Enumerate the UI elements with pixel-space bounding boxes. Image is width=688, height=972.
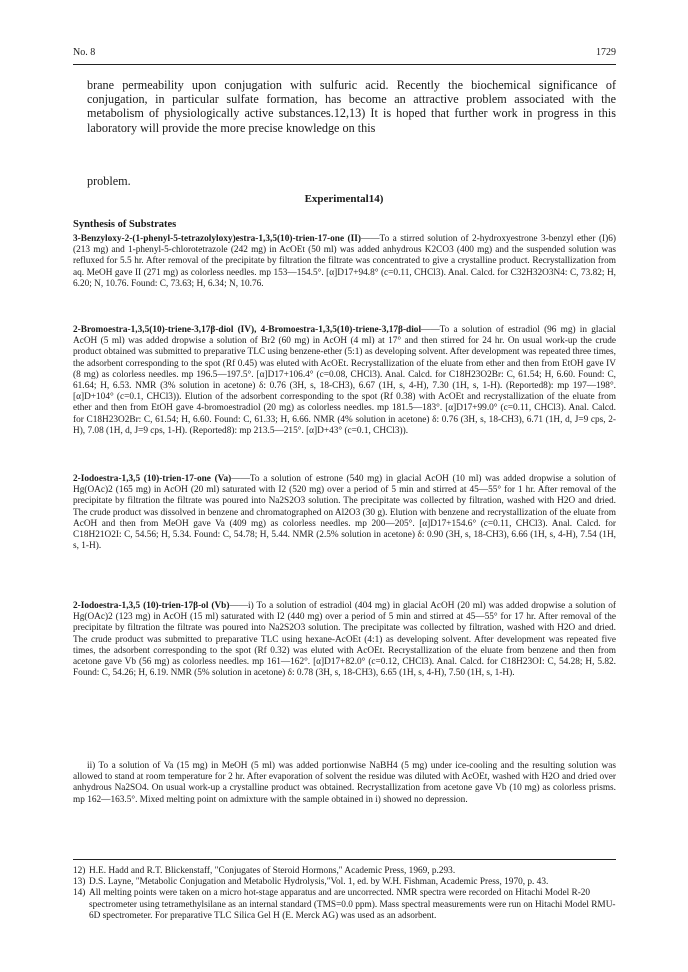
- paragraph-text-va: ——To a solution of estrone (540 mg) in glacial AcOH (10 ml) was added dropwise a solution of Hg(OAc)2 (165 mg) in AcOH (20 ml) saturated with I2 (520 mg) over a period of 5 min and stirred at 45—55° for 1 hr. After removal of the precipitate by filtration the filtrate was poured into Na2S2O3 solution. The precipitate was collected by filtration, washed with H2O and dried. The crude product was dissolved in benzene and chromatographed on Al2O3 (30 g). Elution with benzene and recrystallization of the eluate from AcOH and then from MeOH gave Va (409 mg) as colorless needles. mp 200—205°. [α]D17+154.6° (c=0.11, CHCl3). Anal. Calcd. for C18H21O2I: C, 54.56; H, 5.34. Found: C, 54.78; H, 5.44. NMR (2.5% solution in acetone) δ: 0.90 (3H, s, 18-CH3), 6.66 (1H, s, 4-H), 7.54 (1H, s, 1-H).: [73, 474, 616, 552]
- footnote-text: H.E. Hadd and R.T. Blickenstaff, "Conjugates of Steroid Hormons," Academic Press, 1969, p.293.: [89, 866, 456, 876]
- journal-issue-number: No. 8: [73, 47, 96, 58]
- intro-paragraph: brane permeability upon conjugation with sulfuric acid. Recently the biochemical significance of conjugation, in particular sulfate formation, has become an attractive problem associated with the metabolism of physiologically active substances.12,13) It is hoped that further work in progress in this laboratory will provide the more precise knowledge on this: [87, 78, 616, 135]
- intro-last-line: problem.: [87, 174, 131, 188]
- footnote-divider: [73, 859, 616, 860]
- compound-name-va: 2-Iodoestra-1,3,5 (10)-trien-17-one (Va): [73, 474, 232, 484]
- paragraph-text-iv: ——To a solution of estradiol (96 mg) in glacial AcOH (5 ml) was added dropwise a solution of Br2 (60 mg) in AcOH (4 ml) at 17° and then stirred for 24 hr. On usual work-up the crude product obtained was submitted to preparative TLC using benzene-ether (5:1) as developing solvent. After development was repeated three times, the adsorbent corresponding to the spot (Rf 0.45) was eluted with AcOEt. Recrystallization of the eluate from ether and then from EtOH gave IV (8 mg) as colorless needles. mp 196.5—197.5°. [α]D17+106.4° (c=0.08, CHCl3). Anal. Calcd. for C18H23O2Br: C, 61.54; H, 6.60. Found: C, 61.64; H, 6.53. NMR (3% solution in acetone) δ: 0.76 (3H, s, 18-CH3), 6.67 (1H, s, 4-H), 7.30 (1H, s, 1-H). (Reported8): mp 197—198°. [α]D+104° (c=0.1, CHCl3)). Elution of the adsorbent corresponding to the spot (Rf 0.38) with AcOEt and recrystallization of the eluate from ether and then from EtOH gave 4-bromoestradiol (20 mg) as colorless needles. mp 181.5—183°. [α]D17+99.0° (c=0.11, CHCl3). Anal. Calcd. for C18H23O2Br: C, 61.54; H, 6.60. Found: C, 61.33; H, 6.66. NMR (4% solution in acetone) δ: 0.76 (3H, s, 18-CH3), 6.71 (1H, d, J=9 cps, 2-H), 7.08 (1H, d, J=9 cps, 1-H). (Reported8): mp 213.5—215°. [α]D+43° (c=0.1, CHCl3)).: [73, 325, 616, 436]
- footnotes: [73, 866, 616, 922]
- synthesis-paragraph-ii: [73, 234, 616, 290]
- compound-name-vb: 2-Iodoestra-1,3,5 (10)-trien-17β-ol (Vb): [73, 601, 230, 611]
- footnote: [73, 888, 616, 922]
- experimental-heading: Experimental14): [304, 193, 384, 205]
- paragraph-text-ii: ——To a stirred solution of 2-hydroxyestrone 3-benzyl ether (I)6) (213 mg) and 1-phenyl-5-chlorotetrazole (242 mg) in AcOEt (50 ml) was added anhydrous K2CO3 (400 mg) and the suspended solution was refluxed for 5.5 hr. After removal of the precipitate by filtration the filtrate was concentrated to give a crystalline product. Recrystallization from aq. MeOH gave II (271 mg) as colorless needles. mp 153—154.5°. [α]D17+94.8° (c=0.11, CHCl3). Anal. Calcd. for C32H32O3N4: C, 73.82; H, 6.20; N, 10.76. Found: C, 73.63; H, 6.34; N, 10.76.: [73, 234, 616, 289]
- footnote-number: 12): [73, 866, 86, 876]
- compound-name-ii: 3-Benzyloxy-2-(1-phenyl-5-tetrazolyloxy)estra-1,3,5(10)-trien-17-one (II): [73, 234, 361, 244]
- footnote: [73, 877, 616, 888]
- compound-name-iv: 2-Bromoestra-1,3,5(10)-triene-3,17β-diol (IV), 4-Bromoestra-1,3,5(10)-triene-3,17β-diol: [73, 325, 422, 335]
- paragraph-text-vb: ——i) To a solution of estradiol (404 mg) in glacial AcOH (20 ml) was added dropwise a solution of Hg(OAc)2 (123 mg) in AcOH (15 ml) saturated with I2 (440 mg) over a period of 5 min and stirred at 45—55° for 17 hr. After removal of the precipitate by filtration the filtrate was poured into Na2S2O3 solution. The precipitate was collected by filtration, washed with H2O and dried. The crude product was submitted to preparative TLC using hexane-AcOEt (4:1) as developing solvent. After development was repeated five times, the adsorbent corresponding to the spot (Rf 0.32) was eluted with AcOEt. Recrystallization of the eluate from benzene and then from acetone gave Vb (56 mg) as colorless needles. mp 161—162°. [α]D17+82.0° (c=0.12, CHCl3). Anal. Calcd. for C18H23OI: C, 54.28; H, 5.82. Found: C, 54.26; H, 6.19. NMR (5% solution in acetone) δ: 0.78 (3H, s, 18-CH3), 6.65 (1H, s, 4-H), 7.50 (1H, s, 1-H).: [73, 601, 616, 679]
- synthesis-heading: Synthesis of Substrates: [73, 219, 177, 230]
- footnote: [73, 866, 616, 877]
- synthesis-paragraph-vb: [73, 601, 616, 679]
- footnote-number: 13): [73, 877, 86, 888]
- page-header: [73, 47, 616, 58]
- synthesis-paragraph-vb-ii: [73, 761, 616, 806]
- header-divider: [73, 64, 616, 65]
- footnote-text: All melting points were taken on a micro hot-stage apparatus and are uncorrected. NMR spectra were recorded on Hitachi Model R-20 spectrometer using tetramethylsilane as an internal standard (TMS=0.0 ppm). Mass spectral measurements were run on Hitachi Model RMU-6D spectrometer. For preparative TLC Silica Gel H (E. Merck AG) was used as an adsorbent.: [89, 888, 616, 921]
- paragraph-text-vb-ii: ii) To a solution of Va (15 mg) in MeOH (5 ml) was added portionwise NaBH4 (5 mg) under ice-cooling and the resulting solution was allowed to stand at room temperature for 2 hr. After evaporation of solvent the residue was diluted with AcOEt, washed with H2O and dried over anhydrous Na2SO4. On usual work-up a crystalline product was obtained. Recrystallization from acetone gave Vb (10 mg) as colorless prisms. mp 162—163.5°. Mixed melting point on admixture with the sample obtained in i) showed no depression.: [73, 761, 616, 805]
- footnote-number: 14): [73, 888, 86, 899]
- footnote-text: D.S. Layne, "Metabolic Conjugation and Metabolic Hydrolysis,"Vol. 1, ed. by W.H. Fishman, Academic Press, 1970, p. 43.: [89, 877, 549, 888]
- synthesis-paragraph-iv: [73, 325, 616, 437]
- synthesis-paragraph-va: [73, 474, 616, 552]
- page-number: 1729: [596, 47, 616, 58]
